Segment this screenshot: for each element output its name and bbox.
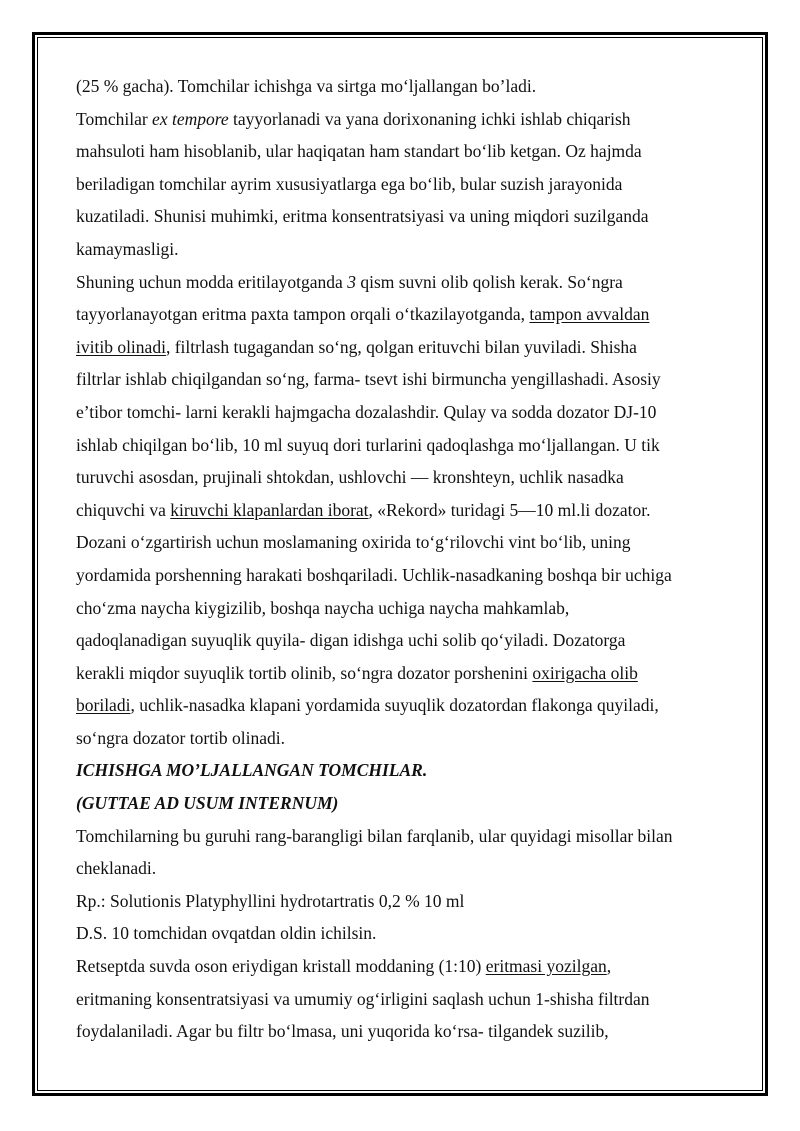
- text-line: [76, 266, 736, 299]
- text-span: , «Rekord» turidagi 5—10 ml.li dozator.: [368, 499, 651, 520]
- text-span: Rp.: Solutionis Platyphyllini hydrotartratis 0,2 % 10 ml: [76, 890, 465, 911]
- italic-text: ex tempore: [152, 108, 229, 129]
- text-span: D.S. 10 tomchidan ovqatdan oldin ichilsin.: [76, 923, 377, 944]
- text-span: Shuning uchun modda eritilayotganda: [76, 271, 348, 292]
- text-span: filtrlar ishlab chiqilgandan so‘ng, farma- tsevt ishi birmuncha yengillashadi. Asosiy: [76, 369, 661, 390]
- text-span: e’tibor tomchi- larni kerakli hajmgacha dozalashdir. Qulay va sodda dozator DJ-10: [76, 401, 657, 422]
- text-span: , uchlik-nasadka klapani yordamida suyuqlik dozatordan flakonga quyiladi,: [130, 695, 659, 716]
- text-span: ,: [606, 956, 612, 977]
- underlined-text: ivitib olinadi: [76, 336, 166, 357]
- text-span: kamaymasligi.: [76, 238, 179, 259]
- underlined-text: tampon avvaldan: [529, 304, 650, 325]
- text-line: [76, 624, 736, 657]
- text-span: chiquvchi va: [76, 499, 171, 520]
- text-line: [76, 70, 736, 103]
- text-span: tayyorlanayotgan eritma paxta tampon orqali o‘tkazilayotganda,: [76, 304, 530, 325]
- text-span: cheklanadi.: [76, 858, 157, 879]
- text-line: [76, 298, 736, 331]
- text-line: [76, 103, 736, 136]
- text-line: [76, 820, 736, 853]
- section-heading: [76, 787, 736, 820]
- text-line: [76, 983, 736, 1016]
- text-span: beriladigan tomchilar ayrim xususiyatlarga ega bo‘lib, bular suzish jarayonida: [76, 173, 623, 194]
- text-span: (25 % gacha). Tomchilar ichishga va sirtga mo‘ljallangan bo’ladi.: [76, 76, 537, 96]
- text-span: Retseptda suvda oson eriydigan kristall moddaning (1:10): [76, 956, 486, 977]
- text-line: [76, 917, 736, 950]
- text-line: [76, 363, 736, 396]
- document-body: [76, 70, 736, 1048]
- text-line: [76, 1015, 736, 1048]
- text-span: turuvchi asosdan, prujinali shtokdan, ushlovchi — kronshteyn, uchlik nasadka: [76, 467, 624, 488]
- text-line: [76, 461, 736, 494]
- text-line: [76, 396, 736, 429]
- text-line: [76, 429, 736, 462]
- text-line: [76, 885, 736, 918]
- text-line: [76, 559, 736, 592]
- text-line: [76, 233, 736, 266]
- text-span: foydalaniladi. Agar bu filtr bo‘lmasa, uni yuqorida ko‘rsa- tilgandek suzilib,: [76, 1021, 609, 1042]
- text-span: ICHISHGA MO’LJALLANGAN TOMCHILAR.: [76, 760, 428, 781]
- underlined-text: oxirigacha olib: [532, 662, 638, 683]
- text-line: [76, 592, 736, 625]
- text-span: tayyorlanadi va yana dorixonaning ichki ishlab chiqarish: [228, 108, 631, 129]
- section-heading: [76, 754, 736, 787]
- text-line: [76, 950, 736, 983]
- text-span: eritmaning konsentratsiyasi va umumiy og‘irligini saqlash uchun 1-shisha filtrdan: [76, 988, 650, 1009]
- text-span: Tomchilar: [76, 108, 153, 129]
- text-span: kuzatiladi. Shunisi muhimki, eritma konsentratsiyasi va uning miqdori suzilganda: [76, 206, 649, 227]
- text-span: qism suvni olib qolish kerak. So‘ngra: [355, 271, 623, 292]
- text-span: cho‘zma naycha kiygizilib, boshqa naycha uchiga naycha mahkamlab,: [76, 597, 570, 618]
- text-line: [76, 722, 736, 755]
- text-line: [76, 657, 736, 690]
- text-line: [76, 494, 736, 527]
- text-span: , filtrlash tugagandan so‘ng, qolgan erituvchi bilan yuviladi. Shisha: [165, 336, 637, 357]
- text-line: [76, 331, 736, 364]
- text-span: ishlab chiqilgan bo‘lib, 10 ml suyuq dori turlarini qadoqlashga mo‘ljallangan. U tik: [76, 434, 660, 455]
- text-line: [76, 852, 736, 885]
- text-line: [76, 526, 736, 559]
- text-span: mahsuloti ham hisoblanib, ular haqiqatan ham standart bo‘lib ketgan. Oz hajmda: [76, 141, 642, 162]
- underlined-text: boriladi: [76, 695, 131, 716]
- italic-text: 3: [347, 271, 356, 292]
- underlined-text: eritmasi yozilgan: [485, 956, 607, 977]
- text-line: [76, 689, 736, 722]
- text-span: (GUTTAE AD USUM INTERNUM): [76, 793, 339, 814]
- text-span: Dozani o‘zgartirish uchun moslamaning oxirida to‘g‘rilovchi vint bo‘lib, uning: [76, 532, 631, 553]
- text-line: [76, 200, 736, 233]
- underlined-text: kiruvchi klapanlardan iborat: [170, 499, 369, 520]
- text-line: [76, 135, 736, 168]
- text-span: kerakli miqdor suyuqlik tortib olinib, so‘ngra dozator porshenini: [76, 662, 533, 683]
- text-span: qadoqlanadigan suyuqlik quyila- digan idishga uchi solib qo‘yiladi. Dozatorga: [76, 630, 626, 651]
- text-span: so‘ngra dozator tortib olinadi.: [76, 727, 285, 748]
- text-line: [76, 168, 736, 201]
- text-span: yordamida porshenning harakati boshqariladi. Uchlik-nasadkaning boshqa bir uchiga: [76, 564, 672, 585]
- text-span: Tomchilarning bu guruhi rang-barangligi bilan farqlanib, ular quyidagi misollar bilan: [76, 825, 673, 846]
